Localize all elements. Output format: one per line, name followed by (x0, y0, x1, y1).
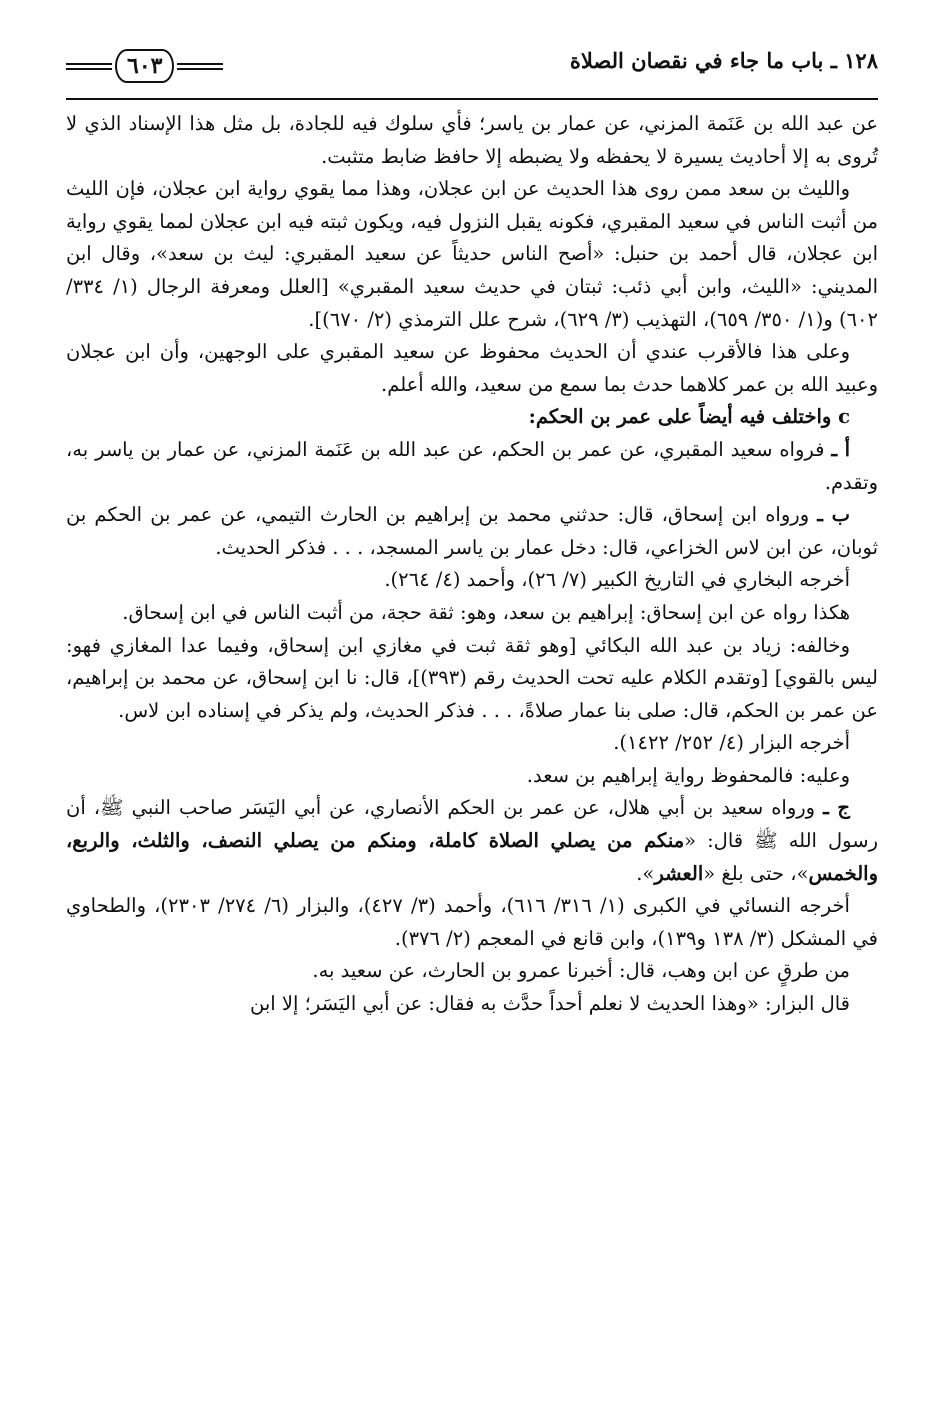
paragraph-text: ». (636, 861, 655, 885)
page-number: ٦٠٣ (115, 49, 174, 83)
list-marker: ب ـ (817, 503, 851, 527)
list-marker: أ ـ (831, 437, 850, 461)
paragraph: قال البزار: «وهذا الحديث لا نعلم أحداً حدَّث به فقال: عن أبي اليَسَر؛ إلا ابن (250, 992, 850, 1016)
paragraph: وعليه: فالمحفوظ رواية إبراهيم بن سعد. (526, 763, 850, 787)
chapter-title: ١٢٨ ـ باب ما جاء في نقصان الصلاة (569, 48, 878, 73)
paragraph (66, 434, 878, 499)
book-page (66, 42, 878, 1021)
page-number-badge (66, 46, 223, 86)
paragraph (66, 792, 878, 890)
paragraph: هكذا رواه عن ابن إسحاق: إبراهيم بن سعد، وهو: ثقة حجة، من أثبت الناس في ابن إسحاق. (122, 600, 850, 624)
paragraph: أخرجه البزار (٤/ ٢٥٢/ ١٤٢٢). (613, 731, 850, 755)
hadith-text: العشر (654, 861, 704, 885)
paragraph: أخرجه البخاري في التاريخ الكبير (٧/ ٢٦)، وأحمد (٤/ ٢٦٤). (384, 568, 850, 592)
paragraph: وعلى هذا فالأقرب عندي أن الحديث محفوظ عن سعيد المقبري على الوجهين، وأن ابن عجلان وعبيد الله بن عمر كلاهما حدث بما سمع من سعيد، والله أعلم. (66, 340, 878, 396)
paragraph (66, 499, 878, 564)
paragraph: والليث بن سعد ممن روى هذا الحديث عن ابن عجلان، وهذا مما يقوي رواية ابن عجلان، فإن الليث من أثبت الناس في سعيد المقبري، فكونه يقبل النزول فيه، ويكون ثبته فيه ابن عجلان لمما يقوي رواية ابن عجلان، قال أحمد بن حنبل: «أصح الناس حديثاً عن سعيد المقبري: ليث بن سعد»، وقال ابن المديني: «الليث، وابن أبي ذئب: ثبتان في حديث سعيد المقبري» [العلل ومعرفة الرجال (١/ ٣٣٤/ ٦٠٢) و(١/ ٣٥٠/ ٦٥٩)، التهذيب (٣/ ٦٢٩)، شرح علل الترمذي (٢/ ٦٧٠)]. (66, 177, 878, 331)
section-heading: c واختلف فيه أيضاً على عمر بن الحكم: (528, 405, 850, 429)
paragraph: من طرقٍ عن ابن وهب، قال: أخبرنا عمرو بن الحارث، عن سعيد به. (312, 959, 850, 983)
ornament-line (66, 63, 112, 70)
paragraph: أخرجه النسائي في الكبرى (١/ ٣١٦/ ٦١٦)، وأحمد (٣/ ٤٢٧)، والبزار (٦/ ٢٧٤/ ٢٣٠٣)، والطحاوي في المشكل (٣/ ١٣٨ و١٣٩)، وابن قانع في المعجم (٢/ ٣٧٦). (66, 894, 878, 950)
list-marker: ج ـ (823, 796, 850, 820)
ornament-line (177, 63, 223, 70)
paragraph-text: ورواه ابن إسحاق، قال: حدثني محمد بن إبراهيم بن الحارث التيمي، عن عمر بن الحكم بن ثوبان، عن ابن لاس الخزاعي، قال: دخل عمار بن ياسر المسجد، . . . فذكر الحديث. (66, 503, 878, 559)
paragraph-text: »، حتى بلغ « (703, 861, 809, 885)
paragraph-text: ورواه سعيد بن أبي هلال، عن عمر بن الحكم الأنصاري، عن أبي اليَسَر صاحب النبي ﷺ، أن رسول الله ﷺ قال: « (66, 796, 878, 853)
hadith-text: منكم من يصلي الصلاة كاملة، ومنكم من يصلي النصف، والثلث، والربع، والخمس (66, 829, 878, 885)
page-header (66, 42, 878, 100)
paragraph: عن عبد الله بن عَنَمة المزني، عن عمار بن ياسر؛ فأي سلوك فيه للجادة، بل مثل هذا الإسناد الذي لا تُروى به إلا أحاديث يسيرة لا يحفظه ولا يضبطه إلا حافظ ضابط متثبت. (66, 112, 878, 168)
page-body (66, 108, 878, 1021)
paragraph-text: فرواه سعيد المقبري، عن عمر بن الحكم، عن عبد الله بن عَنَمة المزني، عن عمار بن ياسر به، وتقدم. (66, 437, 878, 494)
paragraph: وخالفه: زياد بن عبد الله البكائي [وهو ثقة ثبت في مغازي ابن إسحاق، وفيما عدا المغازي فهو: ليس بالقوي] [وتقدم الكلام عليه تحت الحديث رقم (٣٩٣)]، قال: نا ابن إسحاق، عن محمد بن إبراهيم، عن عمر بن الحكم، قال: صلى بنا عمار صلاةً، . . . فذكر الحديث، ولم يذكر في إسناده ابن لاس. (66, 633, 878, 722)
